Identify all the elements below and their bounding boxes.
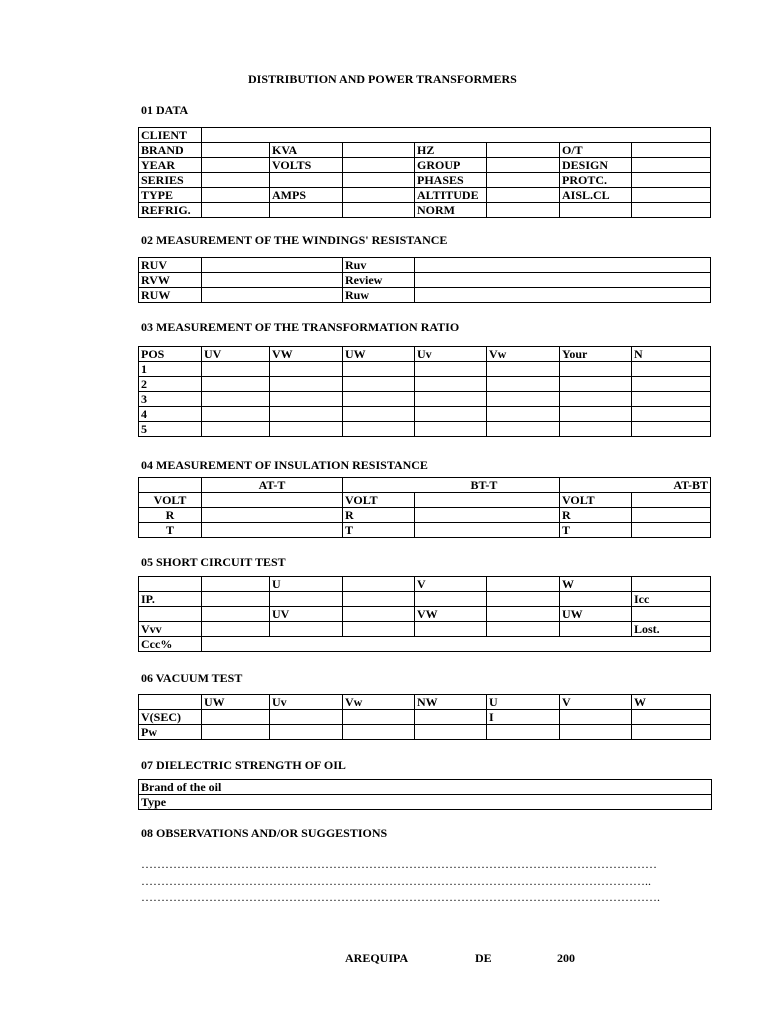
data-label: YEAR	[139, 158, 202, 173]
ratio-header-row	[139, 347, 711, 362]
insulation-value[interactable]	[415, 508, 560, 523]
data-value[interactable]	[270, 203, 343, 218]
ratio-value[interactable]	[487, 407, 560, 422]
client-row	[139, 128, 711, 143]
resistance-value[interactable]	[202, 258, 343, 273]
data-label: AMPS	[270, 188, 343, 203]
section-03-heading: 03 MEASUREMENT OF THE TRANSFORMATION RATIO	[141, 320, 460, 334]
vacuum-label: Uv	[270, 695, 343, 710]
vacuum-row	[139, 695, 711, 710]
ratio-value[interactable]	[560, 407, 632, 422]
ratio-value[interactable]	[415, 392, 487, 407]
vacuum-value[interactable]	[560, 710, 632, 725]
vacuum-value[interactable]	[343, 710, 415, 725]
section-02-heading: 02 MEASUREMENT OF THE WINDINGS' RESISTANCE	[141, 233, 448, 247]
data-row	[139, 143, 711, 158]
resistance-value[interactable]	[415, 273, 711, 288]
group-bt-t: BT-T	[415, 478, 560, 493]
ccc-label: Ccc%	[139, 637, 202, 652]
ratio-value[interactable]	[560, 362, 632, 377]
group-at-bt: AT-BT	[632, 478, 711, 493]
data-value[interactable]	[487, 173, 560, 188]
footer-de: DE	[475, 951, 492, 965]
resistance-label: RVW	[139, 273, 202, 288]
short-circuit-row	[139, 622, 711, 637]
insulation-value[interactable]	[202, 493, 343, 508]
insulation-value[interactable]	[202, 523, 343, 538]
document-title: DISTRIBUTION AND POWER TRANSFORMERS	[248, 72, 517, 86]
short-circuit-value[interactable]	[560, 592, 632, 607]
ratio-value[interactable]	[202, 377, 270, 392]
vacuum-row	[139, 710, 711, 725]
vacuum-label: UW	[202, 695, 270, 710]
ratio-header-cell: UV	[202, 347, 270, 362]
ratio-value[interactable]	[487, 377, 560, 392]
ratio-value[interactable]	[202, 422, 270, 437]
data-label: AISL.CL	[560, 188, 632, 203]
data-row	[139, 173, 711, 188]
resistance-label: RUV	[139, 258, 202, 273]
short-circuit-table	[138, 576, 711, 652]
short-circuit-row	[139, 607, 711, 622]
data-label: ALTITUDE	[415, 188, 487, 203]
ratio-value[interactable]	[202, 362, 270, 377]
ratio-value[interactable]	[343, 377, 415, 392]
data-value[interactable]	[487, 143, 560, 158]
ratio-pos: 2	[139, 377, 202, 392]
ratio-value[interactable]	[270, 362, 343, 377]
ratio-value[interactable]	[343, 362, 415, 377]
ratio-value[interactable]	[487, 422, 560, 437]
ratio-value[interactable]	[632, 377, 711, 392]
data-value[interactable]	[202, 173, 270, 188]
ratio-value[interactable]	[632, 422, 711, 437]
resistance-value[interactable]	[415, 258, 711, 273]
ratio-value[interactable]	[202, 407, 270, 422]
data-label: REFRIG.	[139, 203, 202, 218]
short-circuit-value[interactable]	[343, 607, 415, 622]
data-label: VOLTS	[270, 158, 343, 173]
insulation-value[interactable]	[415, 523, 560, 538]
short-circuit-value[interactable]	[632, 607, 711, 622]
vacuum-value[interactable]	[415, 725, 487, 740]
short-circuit-value[interactable]	[202, 592, 270, 607]
insulation-label: R	[139, 508, 202, 523]
vacuum-label: Vw	[343, 695, 415, 710]
short-circuit-label: U	[270, 577, 343, 592]
ratio-header-cell: N	[632, 347, 711, 362]
vacuum-value[interactable]	[270, 710, 343, 725]
ratio-value[interactable]	[415, 407, 487, 422]
short-circuit-label: W	[560, 577, 632, 592]
ratio-header-cell: VW	[270, 347, 343, 362]
resistance-row	[139, 258, 711, 273]
insulation-label: VOLT	[343, 493, 415, 508]
ratio-value[interactable]	[270, 392, 343, 407]
short-circuit-label: VW	[415, 607, 487, 622]
client-label: CLIENT	[139, 128, 202, 143]
vacuum-label: NW	[415, 695, 487, 710]
ratio-value[interactable]	[560, 422, 632, 437]
ratio-value[interactable]	[415, 362, 487, 377]
short-circuit-label: IP.	[139, 592, 202, 607]
short-circuit-label: UW	[560, 607, 632, 622]
footer-city: AREQUIPA	[345, 951, 409, 965]
insulation-value[interactable]	[202, 508, 343, 523]
data-row	[139, 158, 711, 173]
resistance-label: RUW	[139, 288, 202, 303]
ratio-value[interactable]	[487, 392, 560, 407]
oil-label: Type	[139, 795, 712, 810]
short-circuit-value[interactable]	[415, 622, 487, 637]
data-label: DESIGN	[560, 158, 632, 173]
vacuum-label: W	[632, 695, 711, 710]
data-value[interactable]	[343, 143, 415, 158]
short-circuit-row	[139, 577, 711, 592]
ratio-pos: 1	[139, 362, 202, 377]
windings-resistance-table	[138, 257, 711, 303]
insulation-value[interactable]	[415, 493, 560, 508]
vacuum-value[interactable]	[560, 725, 632, 740]
ratio-value[interactable]	[343, 407, 415, 422]
insulation-resistance-table	[138, 477, 711, 538]
ratio-row	[139, 392, 711, 407]
data-value[interactable]	[632, 158, 711, 173]
ratio-value[interactable]	[415, 422, 487, 437]
vacuum-value[interactable]	[202, 725, 270, 740]
short-circuit-value[interactable]	[139, 577, 202, 592]
observation-line-3[interactable]: ………………………………………………………………………………………………………………….	[141, 890, 660, 904]
ratio-value[interactable]	[202, 392, 270, 407]
data-value[interactable]	[632, 203, 711, 218]
short-circuit-value[interactable]	[202, 577, 270, 592]
short-circuit-value[interactable]	[343, 622, 415, 637]
oil-label: Brand of the oil	[139, 780, 712, 795]
ratio-header-cell: UW	[343, 347, 415, 362]
section-06-heading: 06 VACUUM TEST	[141, 671, 243, 685]
data-value[interactable]	[202, 188, 270, 203]
data-label: PHASES	[415, 173, 487, 188]
oil-row	[139, 780, 712, 795]
short-circuit-value[interactable]	[487, 607, 560, 622]
insulation-row	[139, 523, 711, 538]
data-value[interactable]	[202, 158, 270, 173]
data-value[interactable]	[270, 173, 343, 188]
vacuum-label: V	[560, 695, 632, 710]
data-value[interactable]	[632, 143, 711, 158]
ratio-pos: 5	[139, 422, 202, 437]
vacuum-row	[139, 725, 711, 740]
vacuum-value[interactable]	[139, 695, 202, 710]
vacuum-value[interactable]	[415, 710, 487, 725]
short-circuit-label: V	[415, 577, 487, 592]
dielectric-strength-table	[138, 779, 712, 810]
short-circuit-value[interactable]	[139, 607, 202, 622]
resistance-row	[139, 273, 711, 288]
data-value[interactable]	[202, 143, 270, 158]
insulation-value[interactable]	[632, 508, 711, 523]
data-label: GROUP	[415, 158, 487, 173]
data-table	[138, 127, 711, 218]
vacuum-value[interactable]	[632, 725, 711, 740]
section-08-heading: 08 OBSERVATIONS AND/OR SUGGESTIONS	[141, 826, 388, 840]
insulation-label: VOLT	[139, 493, 202, 508]
resistance-value[interactable]	[415, 288, 711, 303]
insulation-value[interactable]	[632, 493, 711, 508]
short-circuit-value[interactable]	[202, 607, 270, 622]
observation-line-1[interactable]: …………………………………………………………………………………………………………………	[141, 857, 657, 871]
ratio-value[interactable]	[560, 392, 632, 407]
data-value[interactable]	[632, 173, 711, 188]
ratio-row	[139, 362, 711, 377]
ratio-value[interactable]	[632, 392, 711, 407]
ratio-value[interactable]	[270, 407, 343, 422]
client-value[interactable]	[202, 128, 711, 143]
resistance-value[interactable]	[202, 288, 343, 303]
short-circuit-value[interactable]	[343, 577, 415, 592]
vacuum-label: U	[487, 695, 560, 710]
data-value[interactable]	[487, 203, 560, 218]
short-circuit-label: Icc	[632, 592, 711, 607]
vacuum-label: Pw	[139, 725, 202, 740]
short-circuit-row	[139, 592, 711, 607]
short-circuit-label: Vvv	[139, 622, 202, 637]
insulation-group-row	[139, 478, 711, 493]
short-circuit-value[interactable]	[415, 592, 487, 607]
ccc-value[interactable]	[202, 637, 711, 652]
insulation-value[interactable]	[632, 523, 711, 538]
resistance-row	[139, 288, 711, 303]
ratio-value[interactable]	[343, 392, 415, 407]
insulation-label: T	[343, 523, 415, 538]
data-label: TYPE	[139, 188, 202, 203]
observation-line-2[interactable]: ………………………………………………………………………………………………………………..	[141, 874, 651, 888]
resistance-label: Ruw	[343, 288, 415, 303]
data-value[interactable]	[487, 158, 560, 173]
short-circuit-value[interactable]	[270, 622, 343, 637]
short-circuit-value[interactable]	[202, 622, 270, 637]
data-value[interactable]	[343, 173, 415, 188]
ratio-value[interactable]	[487, 362, 560, 377]
short-circuit-value[interactable]	[487, 592, 560, 607]
ratio-row	[139, 377, 711, 392]
data-label: PROTC.	[560, 173, 632, 188]
section-07-heading: 07 DIELECTRIC STRENGTH OF OIL	[141, 758, 346, 772]
section-05-heading: 05 SHORT CIRCUIT TEST	[141, 555, 286, 569]
short-circuit-value[interactable]	[487, 577, 560, 592]
vacuum-value[interactable]	[343, 725, 415, 740]
data-label: HZ	[415, 143, 487, 158]
ratio-pos: 4	[139, 407, 202, 422]
ccc-row	[139, 637, 711, 652]
data-value[interactable]	[202, 203, 270, 218]
insulation-label: R	[343, 508, 415, 523]
ratio-header-cell: Uv	[415, 347, 487, 362]
data-value[interactable]	[343, 158, 415, 173]
ratio-row	[139, 407, 711, 422]
short-circuit-value[interactable]	[632, 577, 711, 592]
ratio-row	[139, 422, 711, 437]
data-value[interactable]	[487, 188, 560, 203]
short-circuit-value[interactable]	[343, 592, 415, 607]
data-value[interactable]	[343, 203, 415, 218]
oil-row	[139, 795, 712, 810]
insulation-row	[139, 493, 711, 508]
insulation-label: T	[560, 523, 632, 538]
transformation-ratio-table	[138, 346, 711, 437]
resistance-value[interactable]	[202, 273, 343, 288]
ratio-value[interactable]	[270, 377, 343, 392]
ratio-value[interactable]	[632, 362, 711, 377]
data-value[interactable]	[560, 203, 632, 218]
data-label: SERIES	[139, 173, 202, 188]
short-circuit-value[interactable]	[270, 592, 343, 607]
short-circuit-value[interactable]	[560, 622, 632, 637]
vacuum-value[interactable]	[632, 710, 711, 725]
ratio-value[interactable]	[560, 377, 632, 392]
footer-year: 200	[557, 951, 575, 965]
data-row	[139, 188, 711, 203]
data-label: O/T	[560, 143, 632, 158]
vacuum-value[interactable]	[202, 710, 270, 725]
ratio-pos: 3	[139, 392, 202, 407]
vacuum-value[interactable]	[270, 725, 343, 740]
insulation-label: VOLT	[560, 493, 632, 508]
resistance-label: Ruv	[343, 258, 415, 273]
ratio-header-cell: Your	[560, 347, 632, 362]
resistance-label: Review	[343, 273, 415, 288]
section-01-heading: 01 DATA	[141, 103, 189, 117]
ratio-value[interactable]	[415, 377, 487, 392]
data-value[interactable]	[343, 188, 415, 203]
vacuum-label: I	[487, 710, 560, 725]
section-04-heading: 04 MEASUREMENT OF INSULATION RESISTANCE	[141, 458, 428, 472]
insulation-label: T	[139, 523, 202, 538]
vacuum-value[interactable]	[487, 725, 560, 740]
insulation-label: R	[560, 508, 632, 523]
group-at-t: AT-T	[202, 478, 343, 493]
short-circuit-label: UV	[270, 607, 343, 622]
data-label: KVA	[270, 143, 343, 158]
ratio-header-cell: POS	[139, 347, 202, 362]
short-circuit-label: Lost.	[632, 622, 711, 637]
ratio-header-cell: Vw	[487, 347, 560, 362]
data-row	[139, 203, 711, 218]
data-value[interactable]	[632, 188, 711, 203]
vacuum-label: V(SEC)	[139, 710, 202, 725]
ratio-value[interactable]	[632, 407, 711, 422]
ratio-value[interactable]	[343, 422, 415, 437]
short-circuit-value[interactable]	[487, 622, 560, 637]
data-label: BRAND	[139, 143, 202, 158]
vacuum-test-table	[138, 694, 711, 740]
ratio-value[interactable]	[270, 422, 343, 437]
insulation-row	[139, 508, 711, 523]
data-label: NORM	[415, 203, 487, 218]
